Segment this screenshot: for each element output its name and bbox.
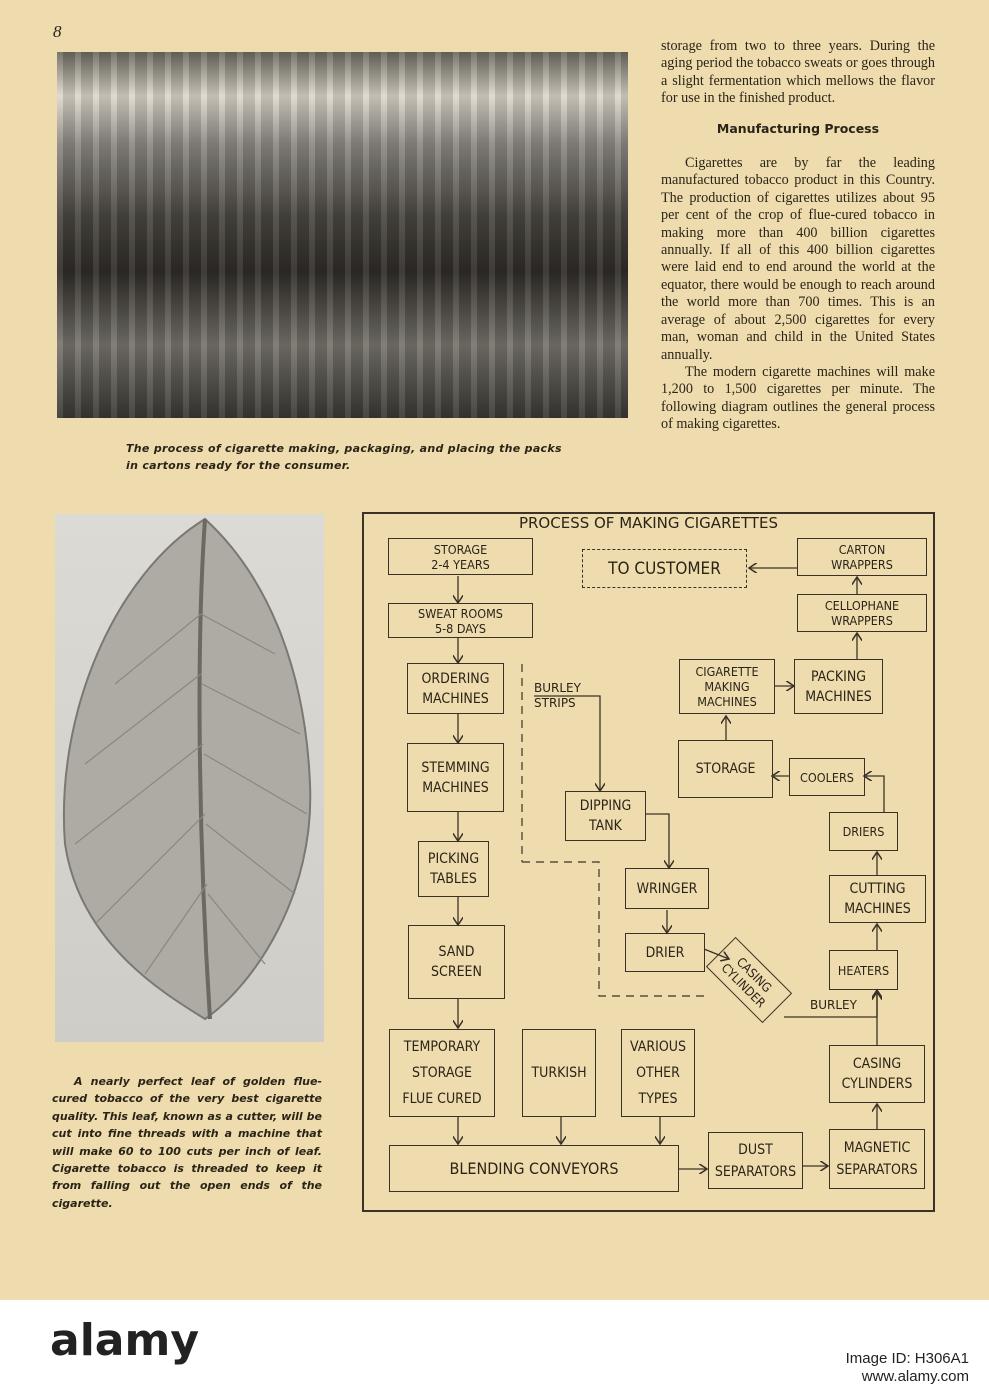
diagram-title: PROCESS OF MAKING CIGARETTES <box>518 514 779 532</box>
tobacco-leaf-photo <box>55 514 324 1042</box>
image-id <box>846 1350 969 1386</box>
article-text <box>661 38 935 434</box>
site-url: www.alamy.com <box>861 1368 969 1385</box>
leaf-caption-text: A nearly perfect leaf of golden flue-cured tobacco of the very best cigarette quality. This leaf, known as a cutter, will be cut into fine threads with a machine that will make 60 to 100 cuts per inch of leaf. Cigarette tobacco is threaded to keep it from falling out the open ends of the cigarette. <box>52 1075 322 1210</box>
sweat-rooms-box: SWEAT ROOMS 5-8 DAYS <box>388 603 533 638</box>
casing-cylinders-box: CASING CYLINDERS <box>829 1045 925 1103</box>
magnetic-separators-box: MAGNETIC SEPARATORS <box>829 1129 925 1189</box>
storage-years-box: STORAGE 2-4 YEARS <box>388 538 533 575</box>
alamy-logo: alamy <box>50 1315 199 1366</box>
paragraph: The modern cigarette machines will make 1,200 to 1,500 cigarettes per minute. The following diagram outlines the general process of making cigarettes. <box>661 363 935 433</box>
cigarette-making-machines-box: CIGARETTE MAKING MACHINES <box>679 659 775 714</box>
packing-machines-box: PACKING MACHINES <box>794 659 883 714</box>
watermark-footer <box>0 1300 989 1390</box>
various-types-box: VARIOUS OTHER TYPES <box>621 1029 695 1117</box>
photo-caption: The process of cigarette making, packaging, and placing the packs in cartons ready for the consumer. <box>126 442 562 472</box>
leaf-caption <box>52 1073 322 1212</box>
paragraph: Cigarettes are by far the leading manufactured tobacco product in this Country. The production of cigarettes utilizes about 95 per cent of the crop of flue-cured tobacco in making more than 400 billion cigarettes annually. If all of this 400 billion cigarettes were laid end to end around the world at the equator, there would be enough to reach around the world more than 700 times. This is an average of about 2,500 cigarettes for every man, woman and child in the United States annually. <box>661 155 935 363</box>
casing-cylinder-box: CASING CYLINDER <box>706 937 792 1023</box>
paragraph: storage from two to three years. During the aging period the tobacco sweats or goes through a slight fermentation which mellows the flavor for use in the finished product. <box>661 38 935 107</box>
page-number: 8 <box>53 22 62 41</box>
drier-box: DRIER <box>625 933 705 972</box>
burley-strips-label: BURLEY STRIPS <box>534 681 581 710</box>
cellophane-wrappers-box: CELLOPHANE WRAPPERS <box>797 594 927 632</box>
process-diagram <box>362 512 935 1212</box>
stemming-machines-box: STEMMING MACHINES <box>407 743 504 812</box>
dipping-tank-box: DIPPING TANK <box>565 791 646 841</box>
blending-conveyors-box: BLENDING CONVEYORS <box>389 1145 679 1192</box>
burley-label: BURLEY <box>810 998 857 1012</box>
driers-box: DRIERS <box>829 812 898 851</box>
sand-screen-box: SAND SCREEN <box>408 925 505 999</box>
storage-box: STORAGE <box>678 740 773 798</box>
picking-tables-box: PICKING TABLES <box>418 841 489 897</box>
factory-photo <box>57 52 628 418</box>
image-id-text: Image ID: H306A1 <box>845 1350 969 1367</box>
turkish-box: TURKISH <box>522 1029 596 1117</box>
section-heading: Manufacturing Process <box>716 120 880 136</box>
ordering-machines-box: ORDERING MACHINES <box>407 663 504 714</box>
cutting-machines-box: CUTTING MACHINES <box>829 875 926 923</box>
coolers-box: COOLERS <box>789 758 865 796</box>
carton-wrappers-box: CARTON WRAPPERS <box>797 538 927 576</box>
to-customer-box: TO CUSTOMER <box>582 549 747 588</box>
wringer-box: WRINGER <box>625 868 709 909</box>
heaters-box: HEATERS <box>829 950 898 990</box>
dust-separators-box: DUST SEPARATORS <box>708 1132 803 1189</box>
temporary-storage-box: TEMPORARY STORAGE FLUE CURED <box>389 1029 495 1117</box>
